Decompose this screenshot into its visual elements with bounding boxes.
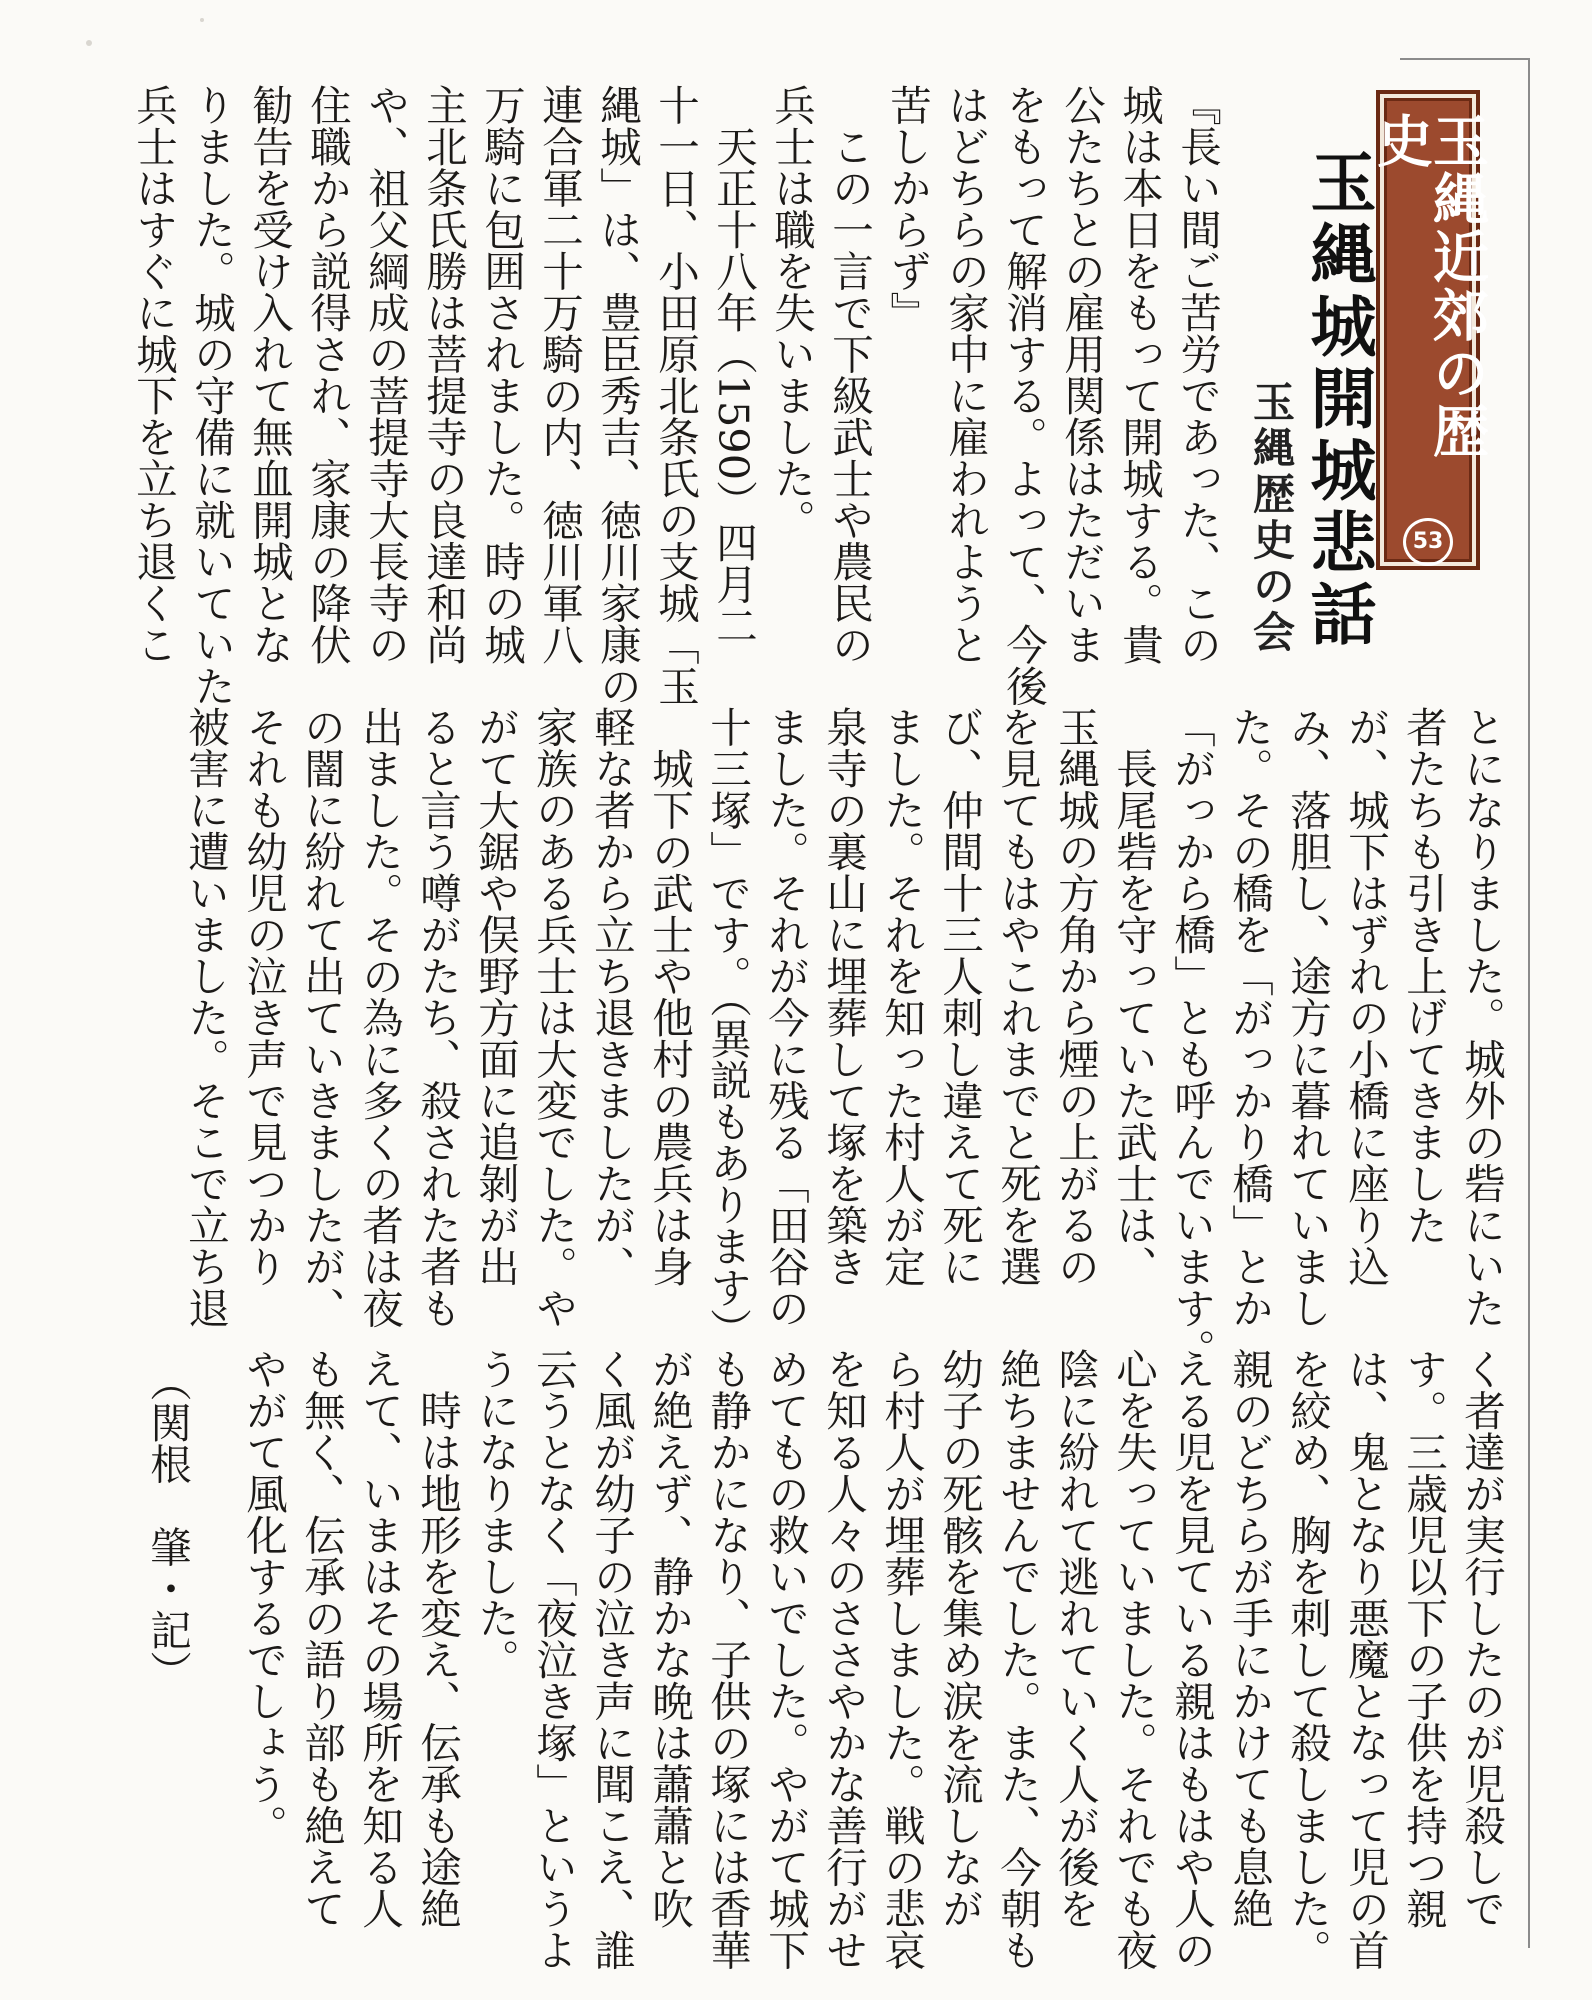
paper-speck: [86, 40, 92, 46]
paper-speck: [200, 18, 204, 22]
article-author: 玉縄歴史の会: [1247, 380, 1296, 656]
signature: （関根 肇・記）: [143, 1360, 192, 1692]
frame-corner: [1400, 58, 1530, 60]
frame-divider: [1528, 58, 1530, 1948]
series-banner: [1368, 90, 1489, 570]
article-title: 玉縄城開城悲話: [1299, 148, 1376, 652]
series-title: 玉縄近郊の歴史: [1368, 112, 1489, 460]
article-body-column-2: とになりました。城外の砦にいた 者たちも引き上げてきました が、城下はずれの小橋に座り込 み、落胆し、途方に暮れていまし た。その橋を「がっかり橋」とか 「がっから橋」とも呼んでいます。 長尾砦を守っていた武士は、 玉縄城の方角から煙の上がるの を見てもはやこれまでと死を選 び、仲間十三人刺し違えて死に ました。それを知った村人が定 泉寺の裏山に埋葬して塚を築き ました。それが今に残る「田谷の 十三塚」です。（異説もあります） 城下の武士や他村の農兵は身 軽な者から立ち退きましたが、 家族のある兵士は大変でした。や がて大鋸や俣野方面に追剝が出 ると言う噂がたち、殺された者も 出ました。その為に多くの者は夜 の闇に紛れて出ていきましたが、 それも幼児の泣き声で見つかり 被害に遭いました。そこで立ち退: [181, 706, 1506, 1370]
series-number-badge: 53: [1403, 518, 1453, 566]
article-body-column-3: く者達が実行したのが児殺しで す。三歳児以下の子供を持つ親 は、鬼となり悪魔となって児の首 を絞め、胸を刺して殺しました。 親のどちらが手にかけても息絶 える児を見ている親はもはや人の 心を失っていました。それでも夜 陰に紛れて逃れていく人が後を 絶ちませんでした。また、今朝も 幼子の死骸を集め涙を流しなが ら村人が埋葬しました。戦の悲哀 を知る人々のささやかな善行がせ めてもの救いでした。やがて城下 も静かになり、子供の塚には香華 が絶えず、静かな晩は蕭蕭と吹 く風が幼子の泣き声に聞こえ、誰 云うとなく「夜泣き塚」というよ うになりました。 時は地形を変え、伝承も途絶 えて、いまはその場所を知る人 も無く、伝承の語り部も絶えて やがて風化するでしょう。: [239, 1348, 1506, 1971]
article-body-column-1: 『長い間ご苦労であった、この 城は本日をもって開城する。貴 公たちとの雇用関係はただいま をもって解消する。よって、今後 はどちらの家中に雇われようと 苦しからず』 この一言で下級武士や農民の 兵士は職を失いました。 天正十八年（1590）四月二 十一日、小田原北条氏の支城「玉 縄城」は、豊臣秀吉、徳川家康の 連合軍二十万騎の内、徳川軍八 万騎に包囲されました。時の城 主北条氏勝は菩提寺の良達和尚 や、祖父綱成の菩提寺大長寺の 住職から説得され、家康の降伏 勧告を受け入れて無血開城とな りました。城の守備に就いていた 兵士はすぐに城下を立ち退くこ: [129, 84, 1222, 707]
